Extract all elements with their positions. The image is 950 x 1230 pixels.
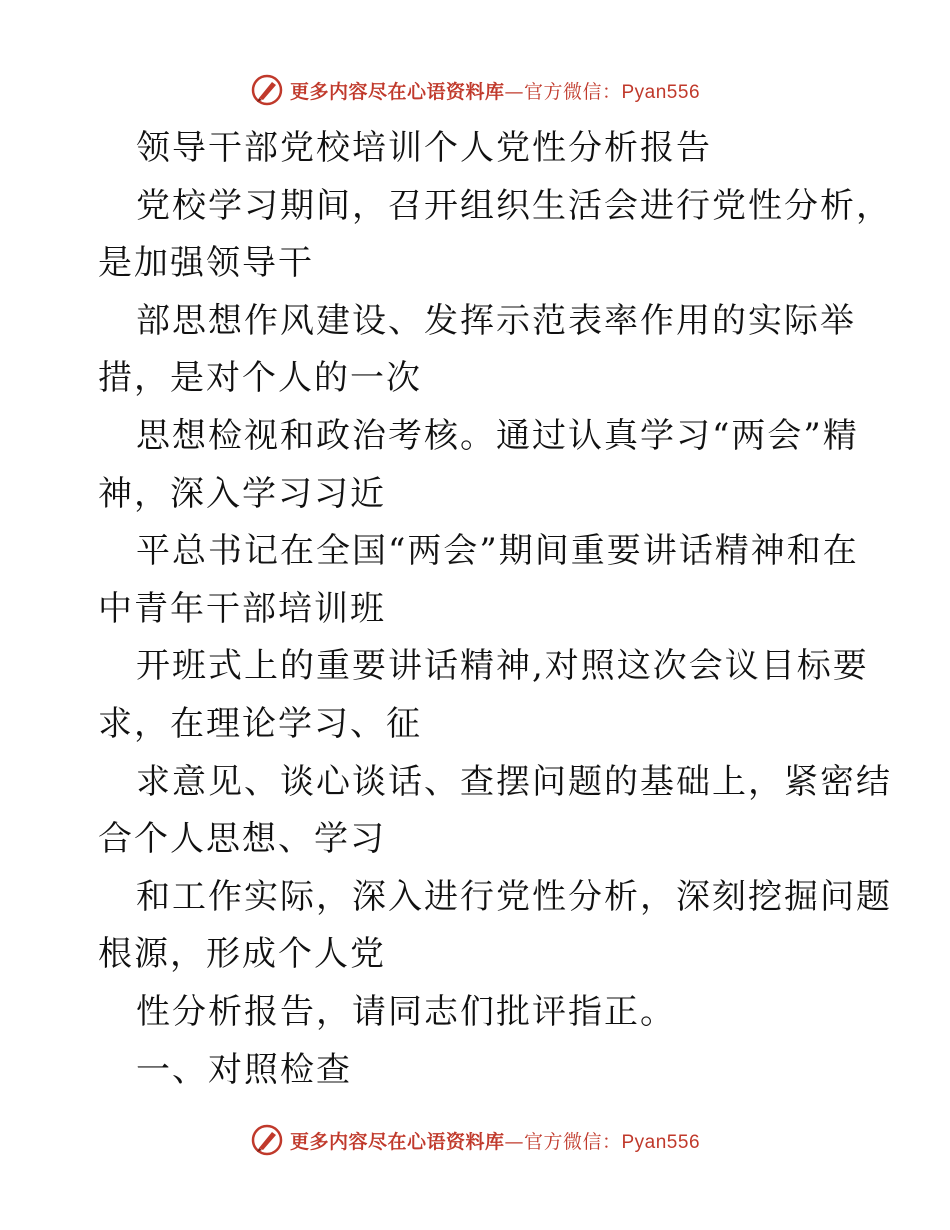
banner-main-text: 更多内容尽在心语资料库	[289, 1130, 505, 1153]
paragraph-line: 开班式上的重要讲话精神,对照这次会议目标要	[136, 646, 869, 687]
paragraph-line: 和工作实际，深入进行党性分析，深刻挖掘问题	[136, 876, 892, 917]
paragraph-line: 思想检视和政治考核。通过认真学习“两会”精	[136, 415, 859, 456]
pen-logo-icon	[250, 73, 284, 107]
paragraph-line: 党校学习期间，召开组织生活会进行党性分析，	[136, 185, 892, 226]
paragraph-line: 性分析报告，请同志们批评指正。	[136, 991, 676, 1032]
paragraph-line: 平总书记在全国“两会”期间重要讲话精神和在	[136, 531, 859, 572]
banner-separator: —	[504, 1130, 524, 1153]
banner-wechat-label: 官方微信：	[523, 1130, 622, 1153]
banner-wechat-id: Pyan556	[621, 1131, 701, 1153]
section-heading: 一、对照检查	[136, 1049, 352, 1090]
banner-text	[290, 77, 700, 104]
banner-main-text: 更多内容尽在心语资料库	[289, 80, 505, 103]
paragraph-line: 是加强领导干	[98, 243, 314, 284]
banner-wechat-label: 官方微信：	[523, 80, 622, 103]
header-banner	[0, 70, 950, 110]
paragraph-line: 求，在理论学习、征	[98, 703, 422, 744]
pen-logo-icon	[250, 1123, 284, 1157]
banner-separator: —	[504, 80, 524, 103]
paragraph-line: 部思想作风建设、发挥示范表率作用的实际举	[136, 300, 856, 341]
banner-text	[290, 1127, 700, 1154]
document-title: 领导干部党校培训个人党性分析报告	[136, 128, 712, 168]
paragraph-line: 神，深入学习习近	[98, 473, 386, 514]
document-body	[98, 120, 892, 1099]
paragraph-line: 求意见、谈心谈话、查摆问题的基础上，紧密结	[136, 761, 892, 802]
paragraph-line: 措，是对个人的一次	[98, 358, 422, 399]
footer-banner	[0, 1120, 950, 1160]
paragraph-line: 中青年干部培训班	[98, 588, 386, 629]
banner-wechat-id: Pyan556	[621, 81, 701, 103]
paragraph-line: 根源，形成个人党	[98, 934, 386, 975]
paragraph-line: 合个人思想、学习	[98, 819, 386, 860]
